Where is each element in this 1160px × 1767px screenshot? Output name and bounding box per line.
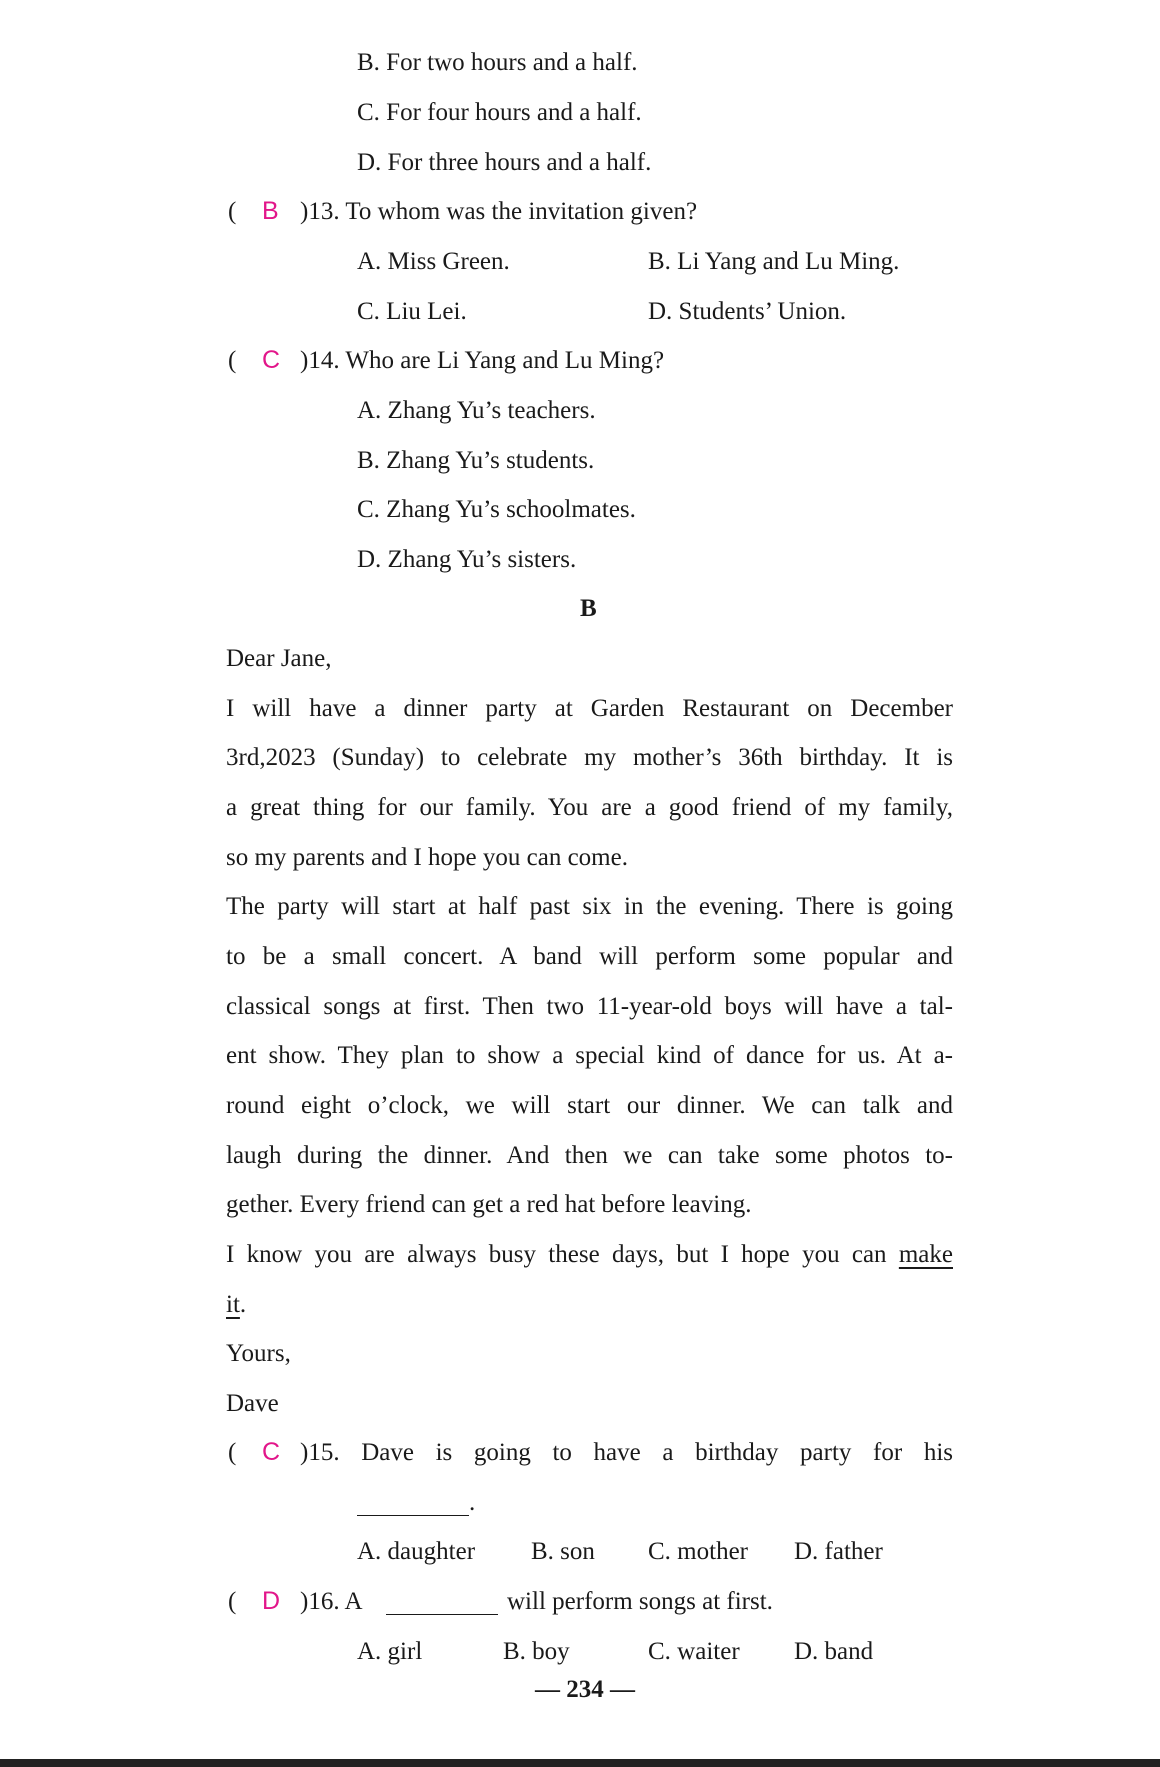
q16-option-a: A. girl <box>357 1638 423 1665</box>
letter-line: classical songs at first. Then two 11-year-old boys will have a tal- <box>226 993 953 1020</box>
q13-answer: B <box>262 197 279 225</box>
q15-answer-blank <box>357 1515 469 1516</box>
letter-salutation: Dear Jane, <box>226 645 332 672</box>
q13-option-c: C. Liu Lei. <box>357 298 467 325</box>
letter-line: so my parents and I hope you can come. <box>226 844 628 871</box>
q13-stem: )13. To whom was the invitation given? <box>300 198 698 225</box>
page-number: — 234 — <box>535 1676 635 1703</box>
q13-option-b: B. Li Yang and Lu Ming. <box>648 248 900 275</box>
letter-line: ent show. They plan to show a special kind of dance for us. At a- <box>226 1042 953 1069</box>
q14-option-c: C. Zhang Yu’s schoolmates. <box>357 496 636 523</box>
page-edge-bar <box>0 1759 1160 1767</box>
q12-option-d: D. For three hours and a half. <box>357 149 652 176</box>
q14-answer: C <box>262 346 281 374</box>
letter-line: gether. Every friend can get a red hat before leaving. <box>226 1191 752 1218</box>
q16-option-d: D. band <box>794 1638 874 1665</box>
letter-closing: Yours, <box>226 1340 291 1367</box>
q15-option-a: A. daughter <box>357 1538 476 1565</box>
letter-line: 3rd,2023 (Sunday) to celebrate my mother’s 36th birthday. It is <box>226 744 953 771</box>
q16-option-c: C. waiter <box>648 1638 740 1665</box>
q15-option-d: D. father <box>794 1538 883 1565</box>
q13-option-a: A. Miss Green. <box>357 248 510 275</box>
q14-stem: )14. Who are Li Yang and Lu Ming? <box>300 347 665 374</box>
q16-stem-start: )16. A <box>300 1588 363 1615</box>
letter-line: I will have a dinner party at Garden Restaurant on December <box>226 695 953 722</box>
section-heading: B <box>580 595 597 622</box>
q12-option-c: C. For four hours and a half. <box>357 99 642 126</box>
underlined-phrase: make <box>898 1241 953 1268</box>
letter-line: round eight o’clock, we will start our dinner. We can talk and <box>226 1092 953 1119</box>
q15-answer: C <box>262 1438 281 1466</box>
letter-signature: Dave <box>226 1390 279 1417</box>
q14-option-b: B. Zhang Yu’s students. <box>357 447 595 474</box>
q15-blank-end: . <box>469 1489 476 1516</box>
q15-paren: ( <box>228 1439 237 1466</box>
q15-stem: )15. Dave is going to have a birthday party for his <box>300 1439 953 1466</box>
letter-last-paragraph-end: it. <box>226 1291 247 1318</box>
q16-answer: D <box>262 1587 281 1615</box>
underlined-phrase: it <box>226 1291 240 1318</box>
q13-paren: ( <box>228 198 237 225</box>
q14-paren: ( <box>228 347 237 374</box>
letter-line: to be a small concert. A band will perform some popular and <box>226 943 953 970</box>
q16-stem-end: will perform songs at first. <box>507 1588 773 1615</box>
q14-option-a: A. Zhang Yu’s teachers. <box>357 397 596 424</box>
q12-option-b: B. For two hours and a half. <box>357 49 638 76</box>
letter-line: a great thing for our family. You are a good friend of my family, <box>226 794 953 821</box>
letter-last-paragraph: I know you are always busy these days, but I hope you can make <box>226 1241 953 1268</box>
q16-paren: ( <box>228 1588 237 1615</box>
q16-option-b: B. boy <box>503 1638 570 1665</box>
letter-line: The party will start at half past six in the evening. There is going <box>226 893 953 920</box>
q15-option-b: B. son <box>531 1538 595 1565</box>
q14-option-d: D. Zhang Yu’s sisters. <box>357 546 577 573</box>
q16-answer-blank <box>386 1614 498 1615</box>
q15-option-c: C. mother <box>648 1538 748 1565</box>
letter-line: laugh during the dinner. And then we can take some photos to- <box>226 1142 953 1169</box>
q13-option-d: D. Students’ Union. <box>648 298 847 325</box>
